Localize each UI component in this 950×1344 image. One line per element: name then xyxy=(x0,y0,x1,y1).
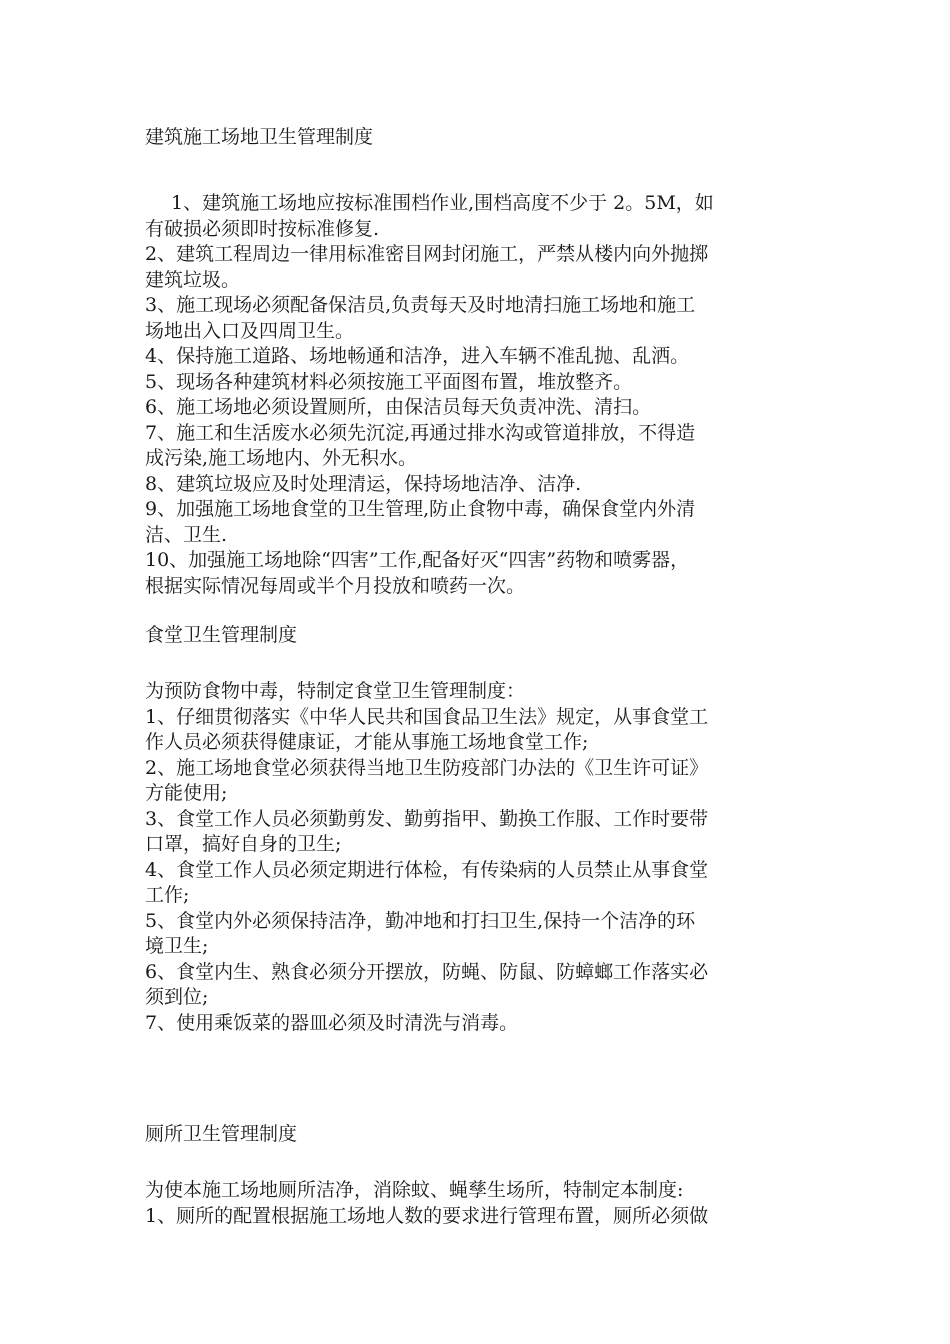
paragraph-line: 6、食堂内生、熟食必须分开摆放，防蝇、防鼠、防蟑螂工作落实必 xyxy=(145,960,709,983)
paragraph-line: 5、食堂内外必须保持洁净，勤冲地和打扫卫生,保持一个洁净的环 xyxy=(145,909,696,932)
paragraph-line: 8、建筑垃圾应及时处理清运，保持场地洁净、洁净. xyxy=(145,472,582,495)
paragraph-line: 4、食堂工作人员必须定期进行体检，有传染病的人员禁止从事食堂 xyxy=(145,858,709,881)
section-title: 建筑施工场地卫生管理制度 xyxy=(145,126,374,148)
section-title: 厕所卫生管理制度 xyxy=(145,1123,298,1145)
paragraph-line: 为预防食物中毒，特制定食堂卫生管理制度： xyxy=(145,680,526,702)
section-body xyxy=(145,191,845,599)
toilet-hygiene-section xyxy=(145,1122,845,1229)
paragraph-line: 2、施工场地食堂必须获得当地卫生防疫部门办法的《卫生许可证》 xyxy=(145,756,709,779)
paragraph-line: 6、施工场地必须设置厕所，由保洁员每天负责冲洗、清扫。 xyxy=(145,396,652,418)
paragraph-line: 7、施工和生活废水必须先沉淀,再通过排水沟或管道排放，不得造 xyxy=(145,421,696,444)
paragraph-line: 5、现场各种建筑材料必须按施工平面图布置，堆放整齐。 xyxy=(145,370,633,393)
paragraph-line: 有破损必须即时按标准修复. xyxy=(145,217,380,240)
section-title: 食堂卫生管理制度 xyxy=(145,624,298,646)
section-body xyxy=(145,1178,845,1229)
paragraph-line: 工作; xyxy=(145,884,190,906)
canteen-hygiene-section xyxy=(145,623,845,1036)
paragraph-line: 1、建筑施工场地应按标准围档作业,围档高度不少于 2。5M，如 xyxy=(171,192,714,214)
paragraph-line: 建筑垃圾。 xyxy=(145,268,241,291)
paragraph-line: 9、加强施工场地食堂的卫生管理,防止食物中毒，确保食堂内外清 xyxy=(145,498,696,520)
paragraph-line: 境卫生; xyxy=(145,935,209,957)
paragraph-line: 4、保持施工道路、场地畅通和洁净，进入车辆不准乱抛、乱洒。 xyxy=(145,345,690,367)
paragraph-line: 3、食堂工作人员必须勤剪发、勤剪指甲、勤换工作服、工作时要带 xyxy=(145,807,709,830)
section-body xyxy=(145,679,845,1036)
paragraph-line: 1、厕所的配置根据施工场地人数的要求进行管理布置，厕所必须做 xyxy=(145,1204,709,1227)
paragraph-line: 2、建筑工程周边一律用标准密目网封闭施工，严禁从楼内向外抛掷 xyxy=(145,243,709,265)
paragraph-line: 10、加强施工场地除“四害”工作,配备好灭“四害”药物和喷雾器， xyxy=(145,549,690,571)
paragraph-line: 根据实际情况每周或半个月投放和喷药一次。 xyxy=(145,574,526,597)
paragraph-line: 洁、卫生. xyxy=(145,523,228,546)
paragraph-line: 成污染,施工场地内、外无积水。 xyxy=(145,447,418,469)
paragraph-line: 口罩，搞好自身的卫生; xyxy=(145,833,342,855)
paragraph-line: 3、施工现场必须配备保洁员,负责每天及时地清扫施工场地和施工 xyxy=(145,294,696,316)
paragraph-line: 为使本施工场地厕所洁净，消除蚊、蝇孳生场所，特制定本制度: xyxy=(145,1179,684,1201)
paragraph-line: 方能使用; xyxy=(145,782,228,804)
paragraph-line: 场地出入口及四周卫生。 xyxy=(145,319,355,342)
construction-site-hygiene-section xyxy=(145,125,845,599)
paragraph-line: 7、使用乘饭菜的器皿必须及时清洗与消毒。 xyxy=(145,1011,519,1034)
paragraph-line: 1、仔细贯彻落实《中华人民共和国食品卫生法》规定，从事食堂工 xyxy=(145,705,709,728)
paragraph-line: 作人员必须获得健康证，才能从事施工场地食堂工作; xyxy=(145,731,589,753)
paragraph-line: 须到位; xyxy=(145,986,209,1008)
